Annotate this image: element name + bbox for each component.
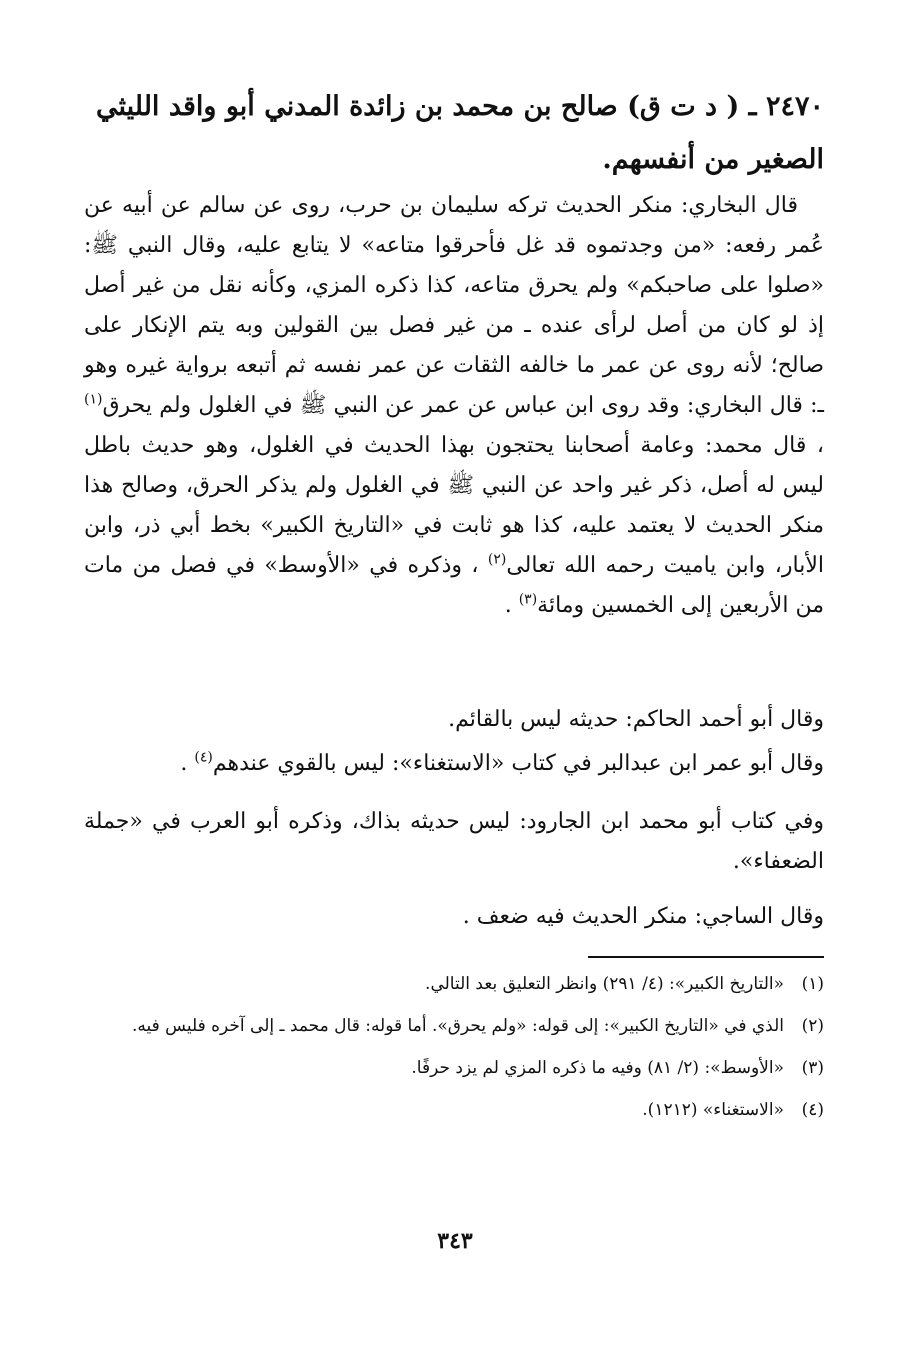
paragraph-text: وقال أبو عمر ابن عبدالبر في كتاب «الاستغناء»: ليس بالقوي عندهم bbox=[212, 751, 824, 776]
footnotes-section bbox=[84, 968, 824, 1136]
heading-line-1: ٢٤٧٠ ـ ( د ت ق) صالح بن محمد بن زائدة المدني أبو واقد الليثي bbox=[95, 91, 824, 122]
footnote-number: (٢) bbox=[801, 1016, 824, 1036]
footnote-item bbox=[84, 1010, 824, 1042]
paragraph-saji: وقال الساجي: منكر الحديث فيه ضعف . bbox=[462, 904, 824, 929]
footnote-text: «التاريخ الكبير»: (٤/ ٢٩١) وانظر التعليق بعد التالي. bbox=[425, 974, 784, 994]
paragraph-hakim: وقال أبو أحمد الحاكم: حديثه ليس بالقائم. bbox=[448, 707, 824, 732]
paragraph-text: . bbox=[180, 751, 195, 776]
paragraph-text: . bbox=[504, 593, 519, 618]
footnote-text: «الاستغناء» (١٢١٢). bbox=[642, 1100, 784, 1120]
footnote-divider bbox=[588, 956, 824, 958]
paragraph-text: ، قال محمد: وعامة أصحابنا يحتجون بهذا الحديث في الغلول، وهو حديث باطل ليس له أصل، ذكر غير واحد عن النبي ﷺ في الغلول ولم يذكر الحرق، وصالح هذا منكر الحديث لا يعتمد عليه، كذا هو ثابت في «التاريخ الكبير» بخط أبي ذر، وابن الأبار، وابن ياميت رحمه الله تعالى bbox=[84, 433, 824, 578]
footnote-ref-2[interactable]: (٢) bbox=[487, 551, 507, 568]
footnote-text: الذي في «التاريخ الكبير»: إلى قوله: «ولم يحرق». أما قوله: قال محمد ـ إلى آخره فليس فيه. bbox=[132, 1016, 784, 1036]
paragraph-text: ، وذكره في «الأوسط» في فصل من مات من الأربعين إلى الخمسين ومائة bbox=[84, 553, 824, 618]
footnote-text: «الأوسط»: (٢/ ٨١) وفيه ما ذكره المزي لم يزد حرفًا. bbox=[411, 1058, 784, 1078]
footnote-ref-3[interactable]: (٣) bbox=[518, 591, 538, 608]
footnote-number: (٤) bbox=[801, 1100, 824, 1120]
heading-line-2: الصغير من أنفسهم. bbox=[602, 144, 824, 175]
footnote-number: (٣) bbox=[801, 1058, 824, 1078]
paragraph-bukhari bbox=[84, 186, 824, 626]
footnote-ref-1[interactable]: (١) bbox=[84, 391, 103, 408]
paragraph-ibn-jarud: وفي كتاب أبو محمد ابن الجارود: ليس حديثه بذاك، وذكره أبو العرب في «جملة الضعفاء». bbox=[84, 809, 824, 874]
footnote-ref-4[interactable]: (٤) bbox=[194, 749, 213, 766]
footnote-item bbox=[84, 968, 824, 1000]
footnote-item bbox=[84, 1052, 824, 1084]
page-number: ٣٤٣ bbox=[437, 1228, 473, 1254]
entry-heading bbox=[84, 80, 824, 186]
paragraph-text: قال البخاري: منكر الحديث تركه سليمان بن حرب، روى عن سالم عن أبيه عن عُمر رفعه: «من وجدتموه قد غل فأحرقوا متاعه» لا يتابع عليه، وقال النبي ﷺ: «صلوا على صاحبكم» ولم يحرق متاعه، كذا ذكره المزي، وكأنه نقل من غير أصل إذ لو كان من أصل لرأى عنده ـ من غير فصل بين القولين وبه يتم الإنكار على صالح؛ لأنه روى عن عمر ما خالفه الثقات عن عمر نفسه ثم أتبعه برواية غيره وهو ـ: قال البخاري: وقد روى ابن عباس عن عمر عن النبي ﷺ في الغلول ولم يحرق bbox=[84, 193, 824, 418]
footnote-item bbox=[84, 1094, 824, 1126]
footnote-number: (١) bbox=[801, 974, 824, 994]
paragraph-ibn-abdulbarr bbox=[84, 744, 824, 784]
